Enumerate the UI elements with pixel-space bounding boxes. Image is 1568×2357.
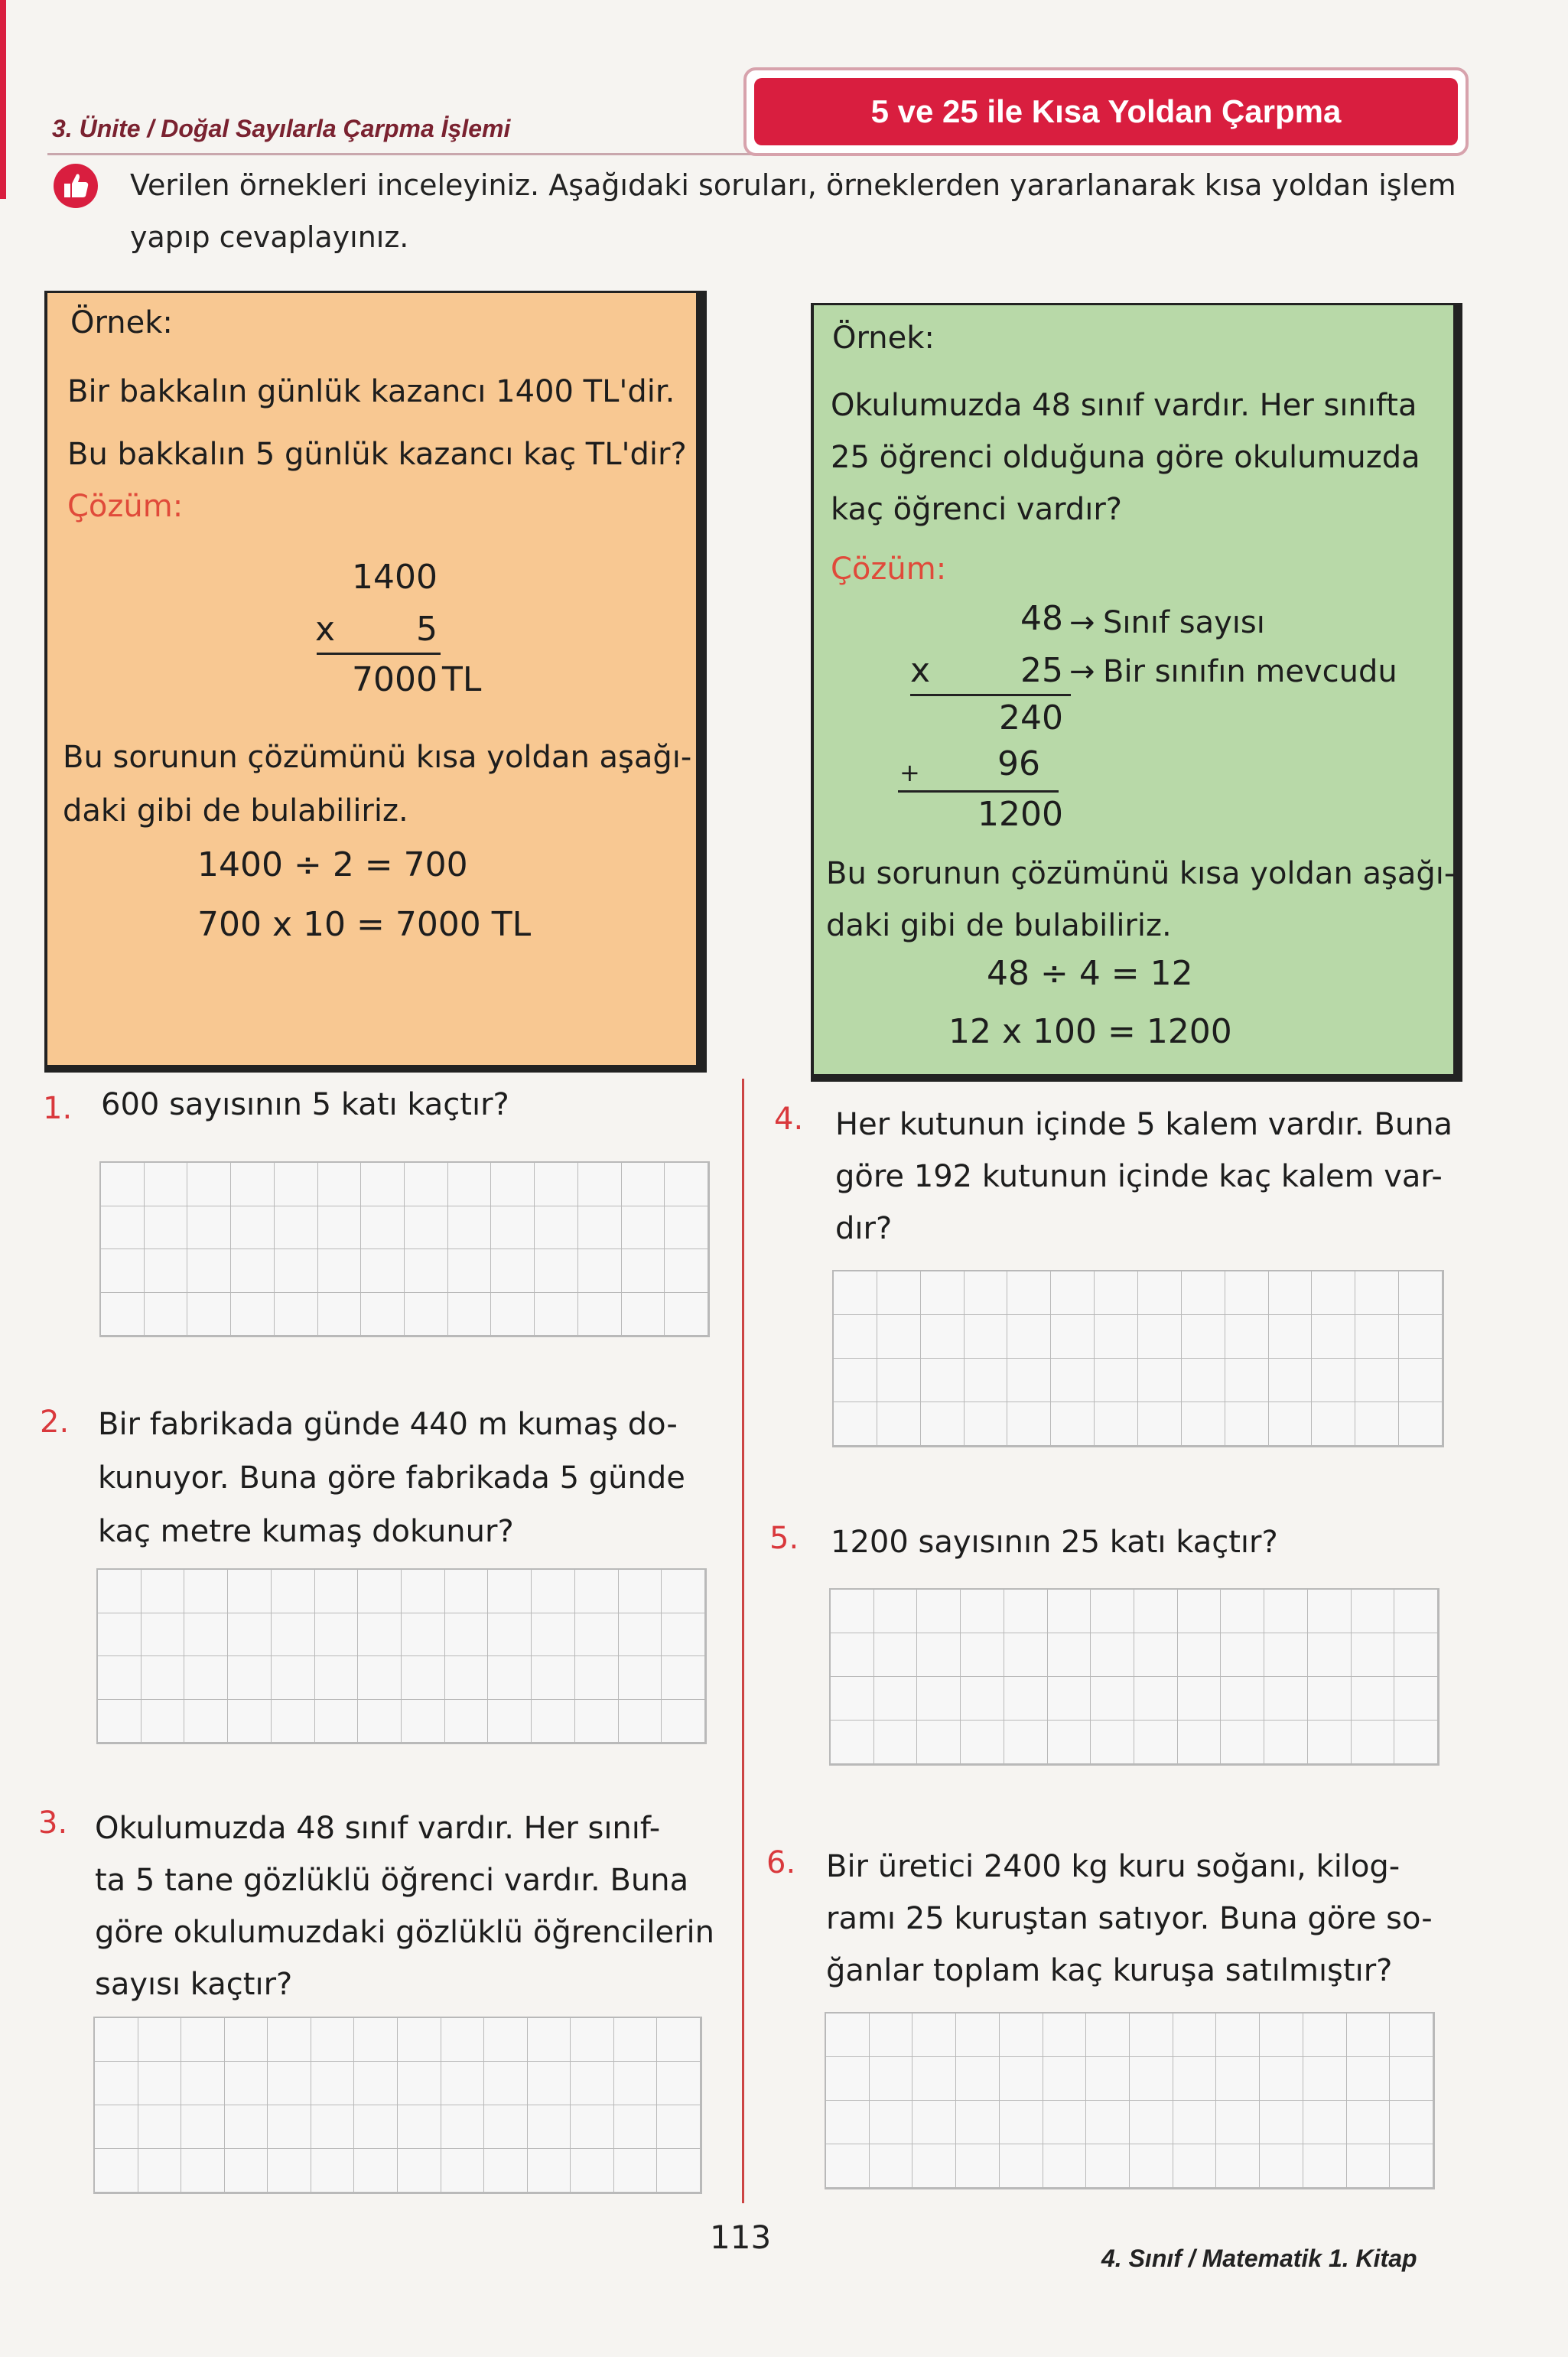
example-line: Okulumuzda 48 sınıf vardır. Her sınıfta <box>831 388 1417 423</box>
topic-title: 5 ve 25 ile Kısa Yoldan Çarpma <box>754 78 1458 145</box>
example-right <box>811 303 1462 1082</box>
calc-rule <box>317 653 441 655</box>
example-heading: Örnek: <box>832 321 935 356</box>
example-line: 25 öğrenci olduğuna göre okulumuzda <box>831 440 1420 475</box>
question-text: 1200 sayısının 25 katı kaçtır? <box>831 1525 1278 1560</box>
question-text: ta 5 tane gözlüklü öğrenci vardır. Buna <box>95 1863 689 1898</box>
question-text: Bir üretici 2400 kg kuru soğanı, kilog- <box>826 1849 1400 1884</box>
answer-grid[interactable] <box>832 1270 1444 1447</box>
question-number: 6. <box>766 1845 796 1880</box>
example-heading: Örnek: <box>70 305 173 340</box>
calc-partial: 96 <box>997 744 1040 783</box>
answer-grid[interactable] <box>825 2012 1435 2189</box>
calc-multiplier: 5 <box>416 610 438 649</box>
solution-label: Çözüm: <box>831 552 947 587</box>
answer-grid[interactable] <box>99 1161 710 1337</box>
calc-rule <box>898 790 1059 793</box>
column-divider <box>742 1079 744 2203</box>
question-number: 4. <box>774 1102 804 1137</box>
instruction-text: Verilen örnekleri inceleyiniz. Aşağıdaki soruları, örneklerden yararlanarak kısa yoldan işlem yapıp cevaplayınız. <box>130 168 1456 254</box>
calc-result: 7000 <box>352 660 438 699</box>
question-text: göre 192 kutunun içinde kaç kalem var- <box>835 1159 1443 1194</box>
header-rule <box>47 153 751 155</box>
formula: 12 x 100 = 1200 <box>948 1012 1232 1051</box>
calc-partial: 240 <box>999 698 1063 737</box>
example-line: kaç öğrenci vardır? <box>831 492 1122 527</box>
calc-multiplicand: 48 <box>1020 599 1063 638</box>
topic-banner <box>743 67 1469 156</box>
page-edge-mark <box>0 0 6 199</box>
book-title: 4. Sınıf / Matematik 1. Kitap <box>1101 2245 1417 2272</box>
calc-multiplier: 25 <box>1020 651 1063 690</box>
example-line: daki gibi de bulabiliriz. <box>63 793 408 829</box>
calc-note: Sınıf sayısı <box>1103 605 1265 640</box>
answer-grid[interactable] <box>93 2017 702 2194</box>
question-text: göre okulumuzdaki gözlüklü öğrencilerin <box>95 1915 714 1950</box>
question-text: sayısı kaçtır? <box>95 1967 293 2002</box>
question-number: 2. <box>40 1405 70 1440</box>
example-line: daki gibi de bulabiliriz. <box>826 908 1172 943</box>
question-text: Bir fabrikada günde 440 m kumaş do- <box>98 1407 678 1442</box>
question-text: Okulumuzda 48 sınıf vardır. Her sınıf- <box>95 1811 661 1846</box>
question-number: 3. <box>38 1805 68 1841</box>
question-text: ramı 25 kuruştan satıyor. Buna göre so- <box>826 1901 1433 1936</box>
example-left <box>44 291 707 1073</box>
question-text: kunuyor. Buna göre fabrikada 5 günde <box>98 1460 685 1496</box>
example-line: Bir bakkalın günlük kazancı 1400 TL'dir. <box>67 374 675 409</box>
question-number: 1. <box>43 1091 73 1126</box>
answer-grid[interactable] <box>96 1568 707 1744</box>
question-text: dır? <box>835 1211 893 1246</box>
question-number: 5. <box>769 1521 799 1556</box>
calc-plus: + <box>899 758 920 787</box>
arrow-icon: → <box>1069 654 1095 689</box>
calc-operator: x <box>910 651 931 690</box>
arrow-icon: → <box>1069 605 1095 640</box>
example-line: Bu bakkalın 5 günlük kazancı kaç TL'dir? <box>67 437 687 472</box>
answer-grid[interactable] <box>829 1588 1440 1766</box>
question-text: ğanlar toplam kaç kuruşa satılmıştır? <box>826 1953 1393 1988</box>
question-text: 600 sayısının 5 katı kaçtır? <box>101 1087 509 1122</box>
example-line: Bu sorunun çözümünü kısa yoldan aşağı- <box>63 740 692 775</box>
formula: 48 ÷ 4 = 12 <box>987 954 1193 993</box>
page-number: 113 <box>710 2219 772 2256</box>
question-text: kaç metre kumaş dokunur? <box>98 1514 514 1549</box>
solution-label: Çözüm: <box>67 489 184 524</box>
calc-unit: TL <box>442 660 482 699</box>
calc-operator: x <box>315 610 336 649</box>
calc-multiplicand: 1400 <box>352 558 438 597</box>
formula: 700 x 10 = 7000 TL <box>197 905 532 944</box>
calc-rule <box>910 694 1071 696</box>
calc-note: Bir sınıfın mevcudu <box>1103 654 1397 689</box>
unit-title: 3. Ünite / Doğal Sayılarla Çarpma İşlemi <box>52 115 511 142</box>
calc-result: 1200 <box>978 795 1063 834</box>
question-text: Her kutunun içinde 5 kalem vardır. Buna <box>835 1107 1453 1142</box>
formula: 1400 ÷ 2 = 700 <box>197 845 468 884</box>
thumbs-up-icon <box>54 164 98 208</box>
example-line: Bu sorunun çözümünü kısa yoldan aşağı- <box>826 856 1456 891</box>
